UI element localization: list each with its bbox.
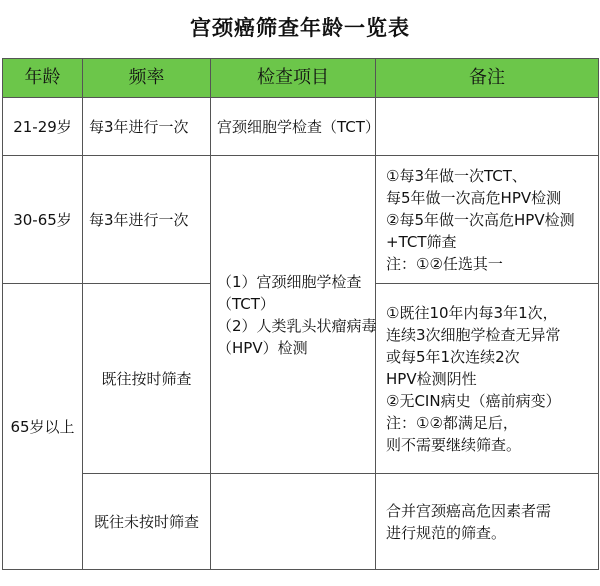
- note-line: 每5年做一次高危HPV检测: [386, 188, 562, 207]
- note-line: ②每5年做一次高危HPV检测: [386, 210, 575, 229]
- header-row: [3, 59, 599, 98]
- note-line: 连续3次细胞学检查无异常: [386, 325, 561, 344]
- project-cell-shared: [211, 156, 376, 474]
- header-frequency: 频率: [83, 59, 211, 98]
- project-line: （TCT）: [217, 294, 275, 313]
- notes-cell: [376, 98, 599, 156]
- page-title: 宫颈癌筛查年龄一览表: [190, 16, 410, 40]
- frequency-cell: 既往未按时筛查: [83, 474, 211, 570]
- note-line: 注：①②任选其一: [386, 254, 503, 273]
- note-line: ①既往10年内每3年1次，: [386, 303, 558, 322]
- note-line: 合并宫颈癌高危因素者需: [386, 501, 552, 520]
- note-line: 进行规范的筛查。: [386, 523, 507, 542]
- note-line: HPV检测阴性: [386, 369, 477, 388]
- note-line: 注：①②都满足后，: [386, 413, 518, 432]
- frequency-cell: 每3年进行一次: [83, 98, 211, 156]
- frequency-cell: 每3年进行一次: [83, 156, 211, 284]
- frequency-cell: 既往按时筛查: [83, 284, 211, 474]
- note-line: +TCT筛查: [386, 232, 457, 251]
- header-age: 年龄: [3, 59, 83, 98]
- note-line: ②无CIN病史（癌前病变）: [386, 391, 561, 410]
- note-line: 则不需要继续筛查。: [386, 435, 522, 454]
- table-row: [3, 98, 599, 156]
- age-cell: 65岁以上: [3, 284, 83, 570]
- screening-table: [2, 58, 599, 570]
- age-cell: 30-65岁: [3, 156, 83, 284]
- header-notes: 备注: [376, 59, 599, 98]
- project-line: （1）宫颈细胞学检查: [217, 272, 362, 291]
- notes-cell: [376, 474, 599, 570]
- project-line: （HPV）检测: [217, 338, 308, 357]
- table-row: [3, 156, 599, 284]
- project-cell: [211, 474, 376, 570]
- header-project: 检查项目: [211, 59, 376, 98]
- table-row: [3, 474, 599, 570]
- age-cell: 21-29岁: [3, 98, 83, 156]
- notes-cell: [376, 156, 599, 284]
- note-line: ①每3年做一次TCT、: [386, 166, 527, 185]
- project-cell: 宫颈细胞学检查（TCT）: [211, 98, 376, 156]
- project-line: （2）人类乳头状瘤病毒: [217, 316, 377, 335]
- note-line: 或每5年1次连续2次: [386, 347, 520, 366]
- notes-cell: [376, 284, 599, 474]
